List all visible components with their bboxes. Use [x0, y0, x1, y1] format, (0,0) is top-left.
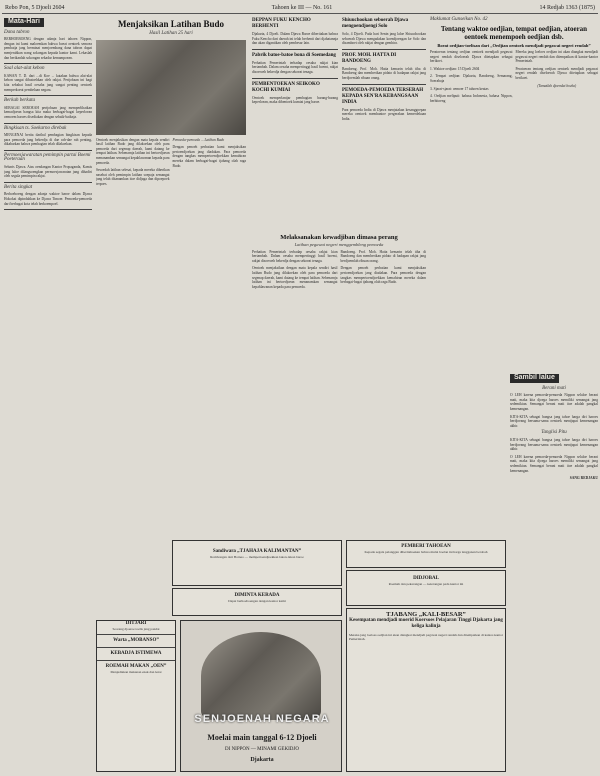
maklumat-body-1-repeat: Peratoeran tentang oedjian oentoek mendjadi pegawai negeri rendah diseloerah Djawa ditetapkan sebagai berikoet. — [515, 66, 598, 81]
ad-diminta-sub: Dapat berhoeboengan dengan kantor kami — [228, 599, 286, 603]
section-title: Bingkisan ts. Soekarno direbak — [4, 125, 67, 131]
hatta-headline: PROF. MOH. HATTA DI BANDOENG — [342, 52, 397, 64]
divider — [4, 95, 92, 96]
tanglisi-body-2: O LEH karena pemoeda-pemoeda Nippon selaloe berani mati, maka kita djoega haroes memiliki semangat jang sedemikian. Semangat berani mati itoe adalah pangkal kemenangan. — [510, 454, 598, 473]
ad-didjobal-sub: Roemah dan pekarangan — keterangan pada kantor ini — [388, 582, 464, 586]
india-body: Para pemoeda India di Djawa menjatakan kesanggoepan mereka oentoek membantoe pergerakan kemerdekaan India. — [342, 107, 426, 121]
ad-kebaja-title: KEBADJA ISTIMEWA — [110, 651, 162, 657]
section-title: Permoesjawaratan pemimpin partai Boemi Poeteraan — [4, 152, 91, 163]
ad-roemah-title: ROEMAH MAKAN „OEN” — [105, 664, 167, 670]
budo-body-2: Dengan penoeh perhatian kami menjaksikan pertoendjoekan jang diadakan. Para pemoeda dengan tangkas mempertoendjoekkan kemahiran mereka dalam berbagai-bagai tjabang olah raga Budo. — [172, 145, 246, 168]
pabrik-headline: Pabrik batoe-batoe bona di Soemedang — [252, 52, 336, 58]
column-shiuuchookan — [342, 16, 426, 226]
berani-mati-title: Berani mati — [542, 385, 566, 391]
divider — [4, 123, 92, 124]
kewadjiban-body-1: Perhatian Pemerintah terhadap oesaha rakjat kian bertambah. Dalam oesaha mempertinggi hasil boemi, rakjat disoeroeh bekerdja dengan sekoeat tenaga. — [252, 249, 338, 263]
ad-didjobal-title: DIDJOBAL — [413, 576, 439, 581]
column-latihan-budo — [96, 16, 246, 256]
section-title: Berkah berkata — [4, 98, 35, 104]
ad-sandiwara-sub: Rombongan dari Borneo — mempertoendjoekkan lakon-lakon baroe — [210, 555, 304, 559]
budo-photo — [96, 40, 246, 135]
maklumat-list-item: 3. Sjarat-sjarat: oemoer 17 tahoen keatas — [430, 86, 489, 91]
section-body: SEBAGAI SEBOEAH pertjobaan jang memperlihatkan kemadjoean bangsa kita maka berbagai-bagai keperloean oemoem haroes disediakan dengan sebaik-baiknja. — [4, 105, 92, 119]
section-title: Soal alat-alat kebon — [4, 66, 45, 72]
deppan-body: Djakarta, 4 Djoeli. Dalam Djawa Baroe diberitakan bahwa Fuku Kencho dari daerah ini telah berhenti dari djabatannja dan akan digantikan oleh pembesar lain. — [252, 32, 338, 46]
kumiai-headline: PEMBENTOEKAN SEIKOKO KOCHI KUMIAI — [252, 81, 320, 93]
film-portrait — [201, 632, 321, 720]
ad-warta-title: Warta „MOBANSO” — [113, 638, 159, 644]
budo-body-3: Sesoedah latihan selesai, kepada mereka diberikan nasehat oleh pemimpin latihan soepaja semangat jang telah ditanamkan itoe didjaga dan dipoepoek terpoes. — [96, 168, 170, 186]
column-deppan — [252, 16, 338, 226]
ad-pemberi-title: PEMBERI TAHOEAN — [401, 544, 451, 549]
section-body: KAWAN T. D. dari ...di Koe ... katakan bahwa alat-alat kebon sangat dibutoehkan oleh rakjat. Pertjobaan ini bagi kita sebahai hasil oesaha jang sangat penting oentoek memperkoeat pembelaan negara. — [4, 73, 92, 92]
maklumat-body-2: Mereka jang loeloes oedjian ini akan diangkat mendjadi pegawai negeri rendah dan ditempatkan di kantor-kantor Pemerintah. — [515, 50, 598, 64]
maklumat-list — [430, 67, 513, 104]
section-body: Sebaris Djawa. Atas oendangan Kantor Propaganda, Kamis jang laloe dilangsoengkan permoesjawaratan jang dihadiri oleh segala pemimpin rakjat. — [4, 165, 92, 179]
berani-mati-body: O LEH karena pemoeda-pemoeda Nippon selaloe berani mati, maka kita djoega haroes memiliki semangat jang sedemikian. Semangat berani mati itoe adalah pangkal kemenangan. — [510, 393, 598, 411]
maklumat-sub: Boeat oedjian-toelisan dari „Oedjian oentoek mendjadi pegawai negeri rendah” — [437, 42, 591, 48]
ad-didjobal — [346, 570, 506, 606]
budo-subhead: Hasil Latihan 25 hari — [149, 31, 193, 36]
hatta-body: Bandoeng. Prof. Moh. Hatta kemarin telah tiba di Bandoeng dan memberikan pidato di hadapan rakjat jang berdjoemlah ribuan orang. — [342, 66, 426, 80]
mata-hari-banner: Mata-Hari — [4, 18, 44, 27]
ad-kali-besar-body: Mereka jang loeloes oedjian ini akan diangkat mendjadi pegawai negeri rendah dan ditempatkan di kantor-kantor Pemerintah. — [349, 633, 503, 642]
ad-kali-besar — [346, 608, 506, 772]
section-body: Berhoeboeng dengan adanja waktoe baroe dalam Djawa Hokokai dipindahkan ke Djawa Timoer. Pemoeda-pemoeda dari berbagai kota telah berkoempoel. — [4, 192, 92, 206]
column-sambil-lalue — [510, 372, 598, 772]
budo-headline: Menjaksikan Latihan Budo — [117, 19, 225, 29]
film-date: Moelai main tanggal 6-12 Djoeli — [207, 733, 317, 742]
maklumat-list-item: 2. Tempat oedjian: Djakarta, Bandoeng, Semarang, Soerabaja — [430, 74, 513, 84]
maklumat-label: Maklumat Gunseikan No. 42 — [430, 17, 488, 22]
maklumat-footer: (Tamatlah djoemlat boeka) — [537, 83, 577, 88]
sambil-lalue-banner: Sambil lalue — [510, 374, 559, 383]
masthead-issue: Tahoen ke III — No. 161 — [271, 4, 333, 11]
deppan-headline: DEPPAN FUKU KENCHO BERHENTI — [252, 18, 311, 29]
film-city: Djakarta — [250, 757, 274, 763]
pabrik-body: Perhatian Pemerintah terhadap oesaha rakjat kian bertambah. Dalam oesaha mempertinggi hasil boemi, rakjat disoeroeh bekerdja dengan sekoeat tenaga. — [252, 60, 338, 74]
column-maklumat — [430, 16, 598, 316]
ad-sandiwara — [172, 540, 342, 586]
ad-column-left — [96, 620, 176, 772]
ad-ditjari-title: DITJARI — [125, 621, 147, 626]
section-title: Dana tabron — [4, 29, 30, 35]
solo-headline: Shiuuchookan seboerah Djawa mengoendjoengi Solo — [342, 18, 409, 29]
divider — [342, 49, 426, 50]
ad-ditjari-sub: Seorang djoeroe toelis jang pandai — [112, 627, 160, 631]
divider — [4, 150, 92, 151]
divider — [4, 182, 92, 183]
film-venue: DI NIPPON — MINAMI GEKIDJO — [225, 747, 299, 752]
kumiai-body: Oentoek memperlantjar pembagian barang-barang keperloean, maka dibentoek kumiai jang baroe. — [252, 95, 338, 105]
kewadjiban-body-4: Dengan penoeh perhatian kami menjaksikan pertoendjoekan jang diadakan. Para pemoeda dengan tangkas mempertoendjoekkan kemahiran mereka dalam berbagai-bagai tjabang olah raga Budo. — [340, 266, 426, 285]
maklumat-list-item: 1. Waktoe oedjian: 15 Djoeli 2604 — [430, 66, 480, 71]
section-body: MENGENAI berita darihal pembagian bingkisan kepada para pemoeda jang bekerdja di dae rah-dae rah penting, dikabarkan bahwa pembagian telah dilakoekan. — [4, 133, 92, 147]
ad-pemberi-sub: Kepada segala pelanggan diberitahoekan bahwa mulai boelan ini harga langganan berobah — [364, 550, 488, 554]
ad-roemah-sub: Menjediakan makanan enak dan lezat — [110, 670, 162, 675]
ad-diminta-title: DIMINTA KERADA — [234, 593, 280, 598]
section-body: BERHOEBOENG dengan adanja hari tahoen Nippon, dengan ini kami maloemkan bahwa boeat oentoek semoea pembatja jang berminat menjoembang dana tabron dapat menjerahkan wang sokongan kepada kantor kami. Lekaslah dan berikanlah sokongan sekadar kemampoean. — [4, 37, 92, 60]
maklumat-list-item: 4. Oedjian meliputi: bahasa Indonesia, bahasa Nippon, berhitoeng — [430, 94, 513, 103]
ad-pemberi-tahoean — [346, 540, 506, 568]
section-title: Berita singkat — [4, 184, 33, 190]
ad-kali-besar-title: TJABANG „KALI-BESAR” — [386, 611, 466, 618]
masthead-hijri-date: 14 Redjab 1363 (1875) — [539, 4, 595, 11]
kewadjiban-article — [252, 232, 426, 532]
ad-kali-besar-sub: Kesempatan mendjadi moerid Koersoes Pelajaran Tinggi Djakarta jang keliga kalinja — [349, 618, 503, 629]
film-title: SENJOENAH NEGARA — [194, 713, 330, 725]
solo-body: Solo, 4 Djoeli. Pada hari Senin jang laloe Shiuuchookan seboerah Djawa mengadakan koendjoengan ke Solo dan disamboet oleh rakjat dengan gembira. — [342, 32, 426, 46]
masthead-date: Rebo Pon, 5 Djoeli 2604 — [5, 4, 65, 11]
divider — [97, 634, 175, 635]
kewadjiban-body-3: Oentoek menjaksikan dengan mata kepala sendiri hasil latihan Budo jang dilakoekan oleh para pemoeda dari segenap daerah, kami datang ke tempat latihan. Sebenarnja latihan ini bertoedjoean menanamkan semangat kepahlawanan kepada para pemoeda. — [252, 266, 338, 289]
signature: SANG REDJAKU — [569, 476, 598, 481]
divider — [342, 84, 426, 85]
berani-mati-body-2: KITA-KITA sebagai bangsa jang tahoe harga diri haroes berdjoeang bersama-sama oentoek mentjapai kemenangan akhir. — [510, 414, 598, 428]
masthead — [2, 2, 598, 14]
column-mata-hari — [4, 16, 92, 772]
maklumat-headline: Tentang waktoe oedjian, tempat oedjian, atoeran oentoek menempoeh oedjian dsb. — [440, 24, 588, 41]
divider — [252, 49, 338, 50]
tanglisi-body: KITA-KITA sebagai bangsa jang tahoe harga diri haroes berdjoeang bersama-sama oentoek mentjapai kemenangan akhir. — [510, 437, 598, 452]
kewadjiban-headline: Melaksanakan kewadjiban dimasa perang — [280, 234, 398, 241]
divider — [97, 647, 175, 648]
tanglisi-title: Tanglisi Pitu — [541, 430, 567, 436]
kewadjiban-subhead: Latihan pegawai negeri menggembleng pemoeda — [294, 242, 384, 247]
india-headline: PEMOEDA-PEMOEDA TERSERAH KEPADA SEN'RA KEBANGSAAN INDIA — [342, 87, 424, 105]
film-advert — [180, 620, 342, 772]
ad-sandiwara-title: Sandiwara „TJAHAJA KALIMANTAN” — [212, 549, 302, 554]
budo-caption: Pemoeda-pemoeda ... Latihan Budo — [172, 137, 225, 142]
col1-sections — [4, 31, 92, 211]
divider — [97, 660, 175, 661]
maklumat-body-1: Peratoeran tentang oedjian oentoek mendjadi pegawai negeri rendah diseloerah Djawa ditetapkan sebagai berikoet. — [430, 50, 513, 64]
divider — [4, 209, 92, 210]
divider — [4, 63, 92, 64]
kewadjiban-body-2: Bandoeng. Prof. Moh. Hatta kemarin telah tiba di Bandoeng dan memberikan pidato di hadapan rakjat jang berdjoemlah ribuan orang. — [340, 249, 426, 263]
divider — [252, 78, 338, 79]
ad-diminta — [172, 588, 342, 616]
budo-body-1: Oentoek menjaksikan dengan mata kepala sendiri hasil latihan Budo jang dilakoekan oleh para pemoeda dari segenap daerah, kami datang ke tempat latihan. Sebenarnja latihan ini bertoedjoean menanamkan semangat kepahlawanan kepada para pemoeda. — [96, 137, 170, 165]
